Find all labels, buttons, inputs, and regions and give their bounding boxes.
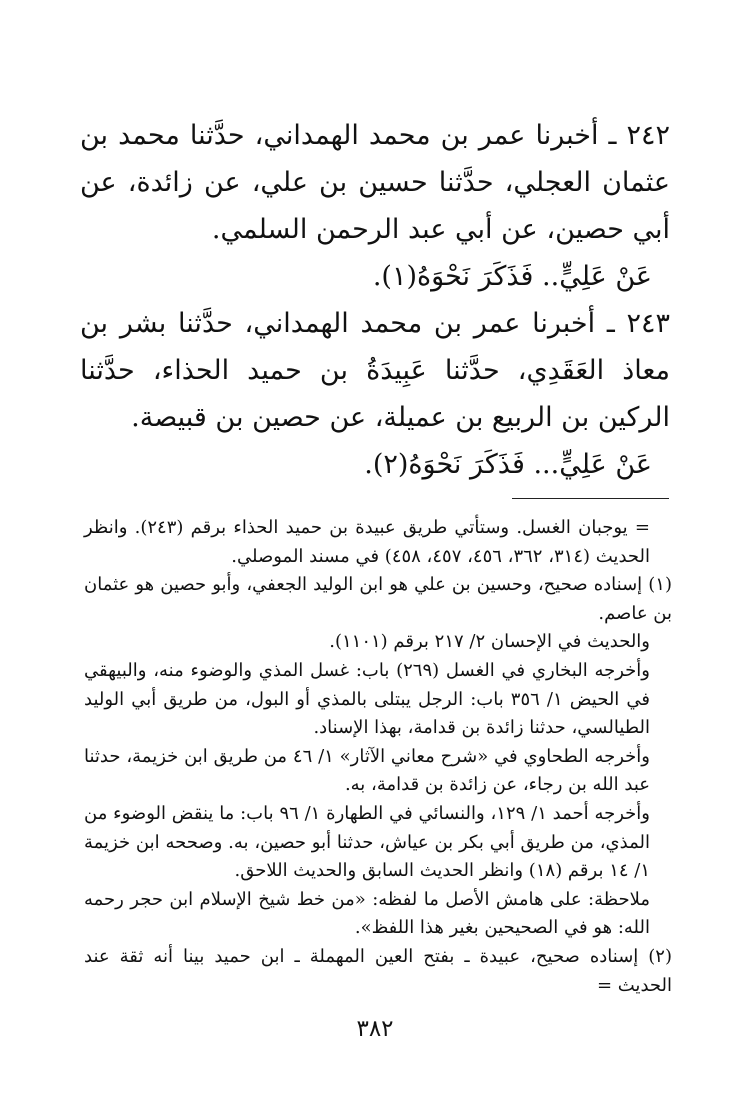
footnote-continuation: = يوجبان الغسل. وستأتي طريق عبيدة بن حميد الحذاء برقم (٢٤٣). وانظر الحديث (٣١٤، ٣٦٢، ٤٥٦، ٤٥٧، ٤٥٨) في مسند الموصلي.	[84, 517, 650, 567]
footnote-2: (٢) إسناده صحيح، عبيدة ـ بفتح العين المهملة ـ ابن حميد بينا أنه ثقة عند الحديث =	[84, 945, 672, 996]
footnote-1-para: والحديث في الإحسان ٢/ ٢١٧ برقم (١١٠١).	[329, 631, 650, 653]
footnote-1-para: وأخرجه الطحاوي في «شرح معاني الآثار» ١/ ٤٦ من طريق ابن خزيمة، حدثنا عبد الله بن رجاء، عن زائدة بن قدامة، به.	[84, 745, 650, 796]
narration-line-1: عَنْ عَلِيٍّ.. فَذَكَرَ نَحْوَهُ(١).	[372, 261, 652, 292]
hadith-242: ٢٤٢ ـ أخبرنا عمر بن محمد الهمداني، حدَّثنا محمد بن عثمان العجلي، حدَّثنا حسين بن علي، عن زائدة، عن أبي حصين، عن أبي عبد الرحمن السلمي.	[80, 120, 670, 245]
footnote-separator	[512, 498, 669, 499]
hadith-243: ٢٤٣ ـ أخبرنا عمر بن محمد الهمداني، حدَّثنا بشر بن معاذ العَقَدِي، حدَّثنا عَبِيدَةُ بن حميد الحذاء، حدَّثنا الركين بن الربيع بن عميلة، عن حصين بن قبيصة.	[80, 308, 670, 433]
footnotes	[84, 514, 672, 1000]
footnote-1-para: وأخرجه أحمد ١/ ١٢٩، والنسائي في الطهارة ١/ ٩٦ باب: ما ينقض الوضوء من المذي، من طريق أبي بكر بن عياش، حدثنا أبو حصين، به. وصححه ابن خزيمة ١/ ١٤ برقم (١٨) وانظر الحديث السابق والحديث اللاحق.	[84, 802, 650, 882]
page-number: ٣٨٢	[356, 1016, 394, 1042]
footnote-1-note: ملاحظة: على هامش الأصل ما لفظه: «من خط شيخ الإسلام ابن حجر رحمه الله: هو في الصحيحين بغير هذا اللفظ».	[84, 888, 650, 939]
main-text	[80, 112, 670, 488]
footnote-1: (١) إسناده صحيح، وحسين بن علي هو ابن الوليد الجعفي، وأبو حصين هو عثمان بن عاصم.	[84, 574, 672, 624]
footnote-1-para: وأخرجه البخاري في الغسل (٢٦٩) باب: غسل المذي والوضوء منه، والبيهقي في الحيض ١/ ٣٥٦ باب: الرجل يبتلى بالمذي أو البول، من طريق أبي الوليد الطيالسي، حدثنا زائدة بن قدامة، بهذا الإسناد.	[84, 659, 650, 739]
narration-line-2: عَنْ عَلِيٍّ... فَذَكَرَ نَحْوَهُ(٢).	[364, 449, 652, 480]
